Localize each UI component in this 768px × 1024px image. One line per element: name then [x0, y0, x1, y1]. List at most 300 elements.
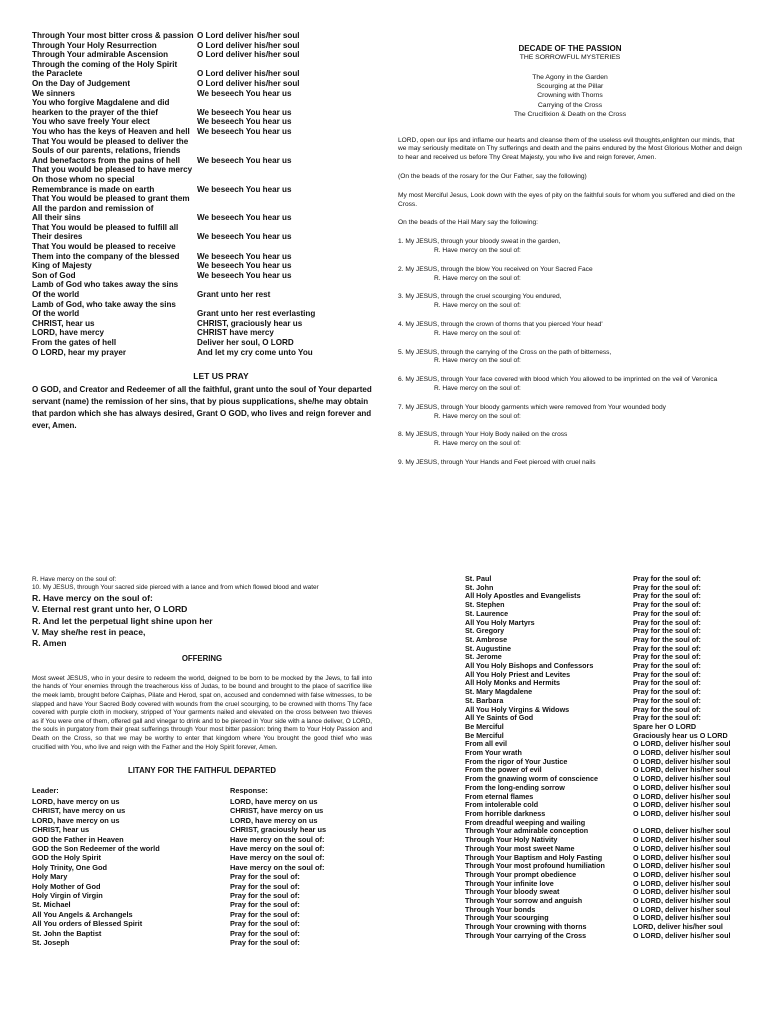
response: We beseech You hear us	[197, 270, 292, 280]
invocation: Through Your crowning with thorns	[465, 923, 587, 932]
invocation: All You Holy Martyrs	[465, 618, 535, 627]
response	[197, 175, 372, 185]
response: O Lord deliver his/her soul	[197, 50, 300, 60]
response: We beseech You hear us	[197, 251, 292, 261]
response: O LORD, deliver his/her soul	[633, 862, 731, 871]
litany-top-list	[32, 31, 372, 357]
invocation: Through Your Baptism and Holy Fasting	[465, 853, 603, 862]
litany-row	[32, 348, 372, 358]
invocation: Through Your prompt obedience	[465, 870, 577, 879]
invocation: From the rigor of Your Justice	[465, 757, 568, 766]
litany-row	[32, 60, 372, 70]
invocation: Be Merciful	[465, 731, 504, 740]
response	[197, 194, 372, 204]
response: We beseech You hear us	[197, 155, 292, 165]
response: CHRIST, have mercy on us	[230, 806, 324, 816]
invocation: All the pardon and remission of	[32, 203, 154, 213]
invocation: St. Stephen	[465, 601, 505, 610]
litany-row	[32, 900, 372, 909]
response: O LORD, deliver his/her soul	[633, 897, 731, 906]
decade-response: R. Have mercy on the soul of:	[434, 247, 521, 254]
decade-response: R. Have mercy on the soul of:	[434, 302, 521, 310]
invocation: All You Holy Virgins & Widows	[465, 705, 570, 714]
response: LORD, have mercy on us	[230, 815, 318, 825]
litany-row	[32, 872, 372, 881]
invocation: St. Jerome	[465, 653, 502, 662]
invocation: All Ye Saints of God	[465, 714, 534, 723]
invocation: All You Holy Priest and Levites	[465, 670, 571, 679]
invocation: From intolerable cold	[465, 801, 539, 810]
litany-faithful-title: LITANY FOR THE FAITHFUL DEPARTED	[128, 766, 276, 776]
response: O LORD, deliver his/her soul	[633, 879, 731, 888]
litany-top-section	[32, 31, 372, 432]
litany-row	[465, 662, 745, 671]
response: O LORD, deliver his/her soul	[633, 740, 731, 749]
invocation: St. Joseph	[32, 938, 70, 948]
litany-row	[32, 41, 372, 51]
decade-item: 8. My JESUS, through Your Holy Body nailed on the cross	[398, 431, 568, 439]
invocation: Holy Trinity, One God	[32, 862, 108, 872]
litany-row	[32, 261, 372, 271]
litany-row	[32, 271, 372, 281]
response: Pray for the soul of:	[633, 679, 701, 688]
litany-row	[465, 810, 745, 819]
response: Graciously hear us O LORD	[633, 731, 728, 740]
litany-row	[465, 897, 745, 906]
decade-response: R. Have mercy on the soul of:	[434, 412, 521, 420]
invocation: Through Your infinite love	[465, 879, 554, 888]
invocation: Of the world	[32, 290, 80, 300]
response: Pray for the soul of:	[230, 919, 300, 929]
response	[197, 300, 372, 310]
decade-item: 1. My JESUS, through your bloody sweat in the garden,	[398, 238, 561, 246]
decade-section	[398, 45, 742, 468]
invocation: All You orders of Blessed Spirit	[32, 919, 143, 929]
response: Pray for the soul of:	[633, 592, 701, 601]
response: Pray for the soul of:	[633, 670, 701, 679]
invocation: hearken to the prayer of the thief	[32, 107, 158, 117]
invocation: the Paraclete	[32, 69, 83, 79]
response: O LORD, deliver his/her soul	[633, 809, 731, 818]
decade-item: 3. My JESUS, through the cruel scourging You endured,	[398, 293, 562, 301]
decade-response: R. Have mercy on the soul of:	[434, 357, 521, 365]
litany-row	[32, 825, 372, 834]
response: We beseech You hear us	[197, 107, 292, 117]
response: We beseech You hear us	[197, 117, 292, 127]
invocation: Through Your sorrow and anguish	[465, 897, 583, 906]
response: Pray for the soul of:	[230, 900, 300, 910]
response: Pray for the soul of:	[230, 881, 300, 891]
litany-row	[32, 69, 372, 79]
invocation: Through Your admirable Ascension	[32, 50, 169, 60]
response: Pray for the soul of:	[633, 609, 701, 618]
decade-item: 6. My JESUS, through Your face covered with blood which You allowed to be imprinted on the veil of Veronica	[398, 376, 718, 384]
response-header: Response:	[230, 786, 268, 796]
response: Pray for the soul of:	[633, 696, 701, 705]
invocation: O LORD, hear my prayer	[32, 347, 127, 357]
litany-row	[465, 653, 745, 662]
mysteries-list	[398, 73, 742, 120]
invocation: From the gnawing worm of conscience	[465, 775, 598, 784]
prayer-line: V. May she/he rest in peace,	[32, 627, 146, 638]
invocation: Through Your most profound humiliation	[465, 862, 605, 871]
prayer-line: V. Eternal rest grant unto her, O LORD	[32, 604, 188, 615]
let-us-pray-text: O GOD, and Creator and Redeemer of all the faithful, grant unto the soul of Your departed servant (name) the remission of her sins, that by pious supplications, she/he may obtain that pardon which she has always desired, Grant O GOD, who lives and reign forever and ever, Amen.	[32, 385, 372, 431]
response: O LORD, deliver his/her soul	[633, 853, 731, 862]
litany-row	[465, 714, 745, 723]
invocation: St. John	[465, 583, 494, 592]
response: Pray for the soul of:	[633, 714, 701, 723]
litany-row	[32, 194, 372, 204]
litany-row	[465, 888, 745, 897]
invocation: St. Michael	[32, 900, 71, 910]
invocation: CHRIST, hear us	[32, 825, 90, 835]
litany-row	[32, 242, 372, 252]
item-ten: 10. My JESUS, through Your sacred side pierced with a lance and from which flowed blood and water	[32, 584, 319, 592]
decade-response: R. Have mercy on the soul of:	[434, 274, 521, 282]
litany-row	[32, 863, 372, 872]
response: Spare her O LORD	[633, 722, 697, 731]
litany-row	[32, 98, 372, 108]
invocation: St. John the Baptist	[32, 928, 102, 938]
response: Pray for the soul of:	[230, 872, 300, 882]
invocation: On the Day of Judgement	[32, 78, 131, 88]
response: Pray for the soul of:	[230, 909, 300, 919]
invocation: Remembrance is made on earth	[32, 184, 155, 194]
response: O Lord deliver his/her soul	[197, 78, 300, 88]
response: O LORD, deliver his/her soul	[633, 766, 731, 775]
invocation: From the long-ending sorrow	[465, 783, 565, 792]
litany-row	[32, 175, 372, 185]
invocation: Through Your bonds	[465, 905, 536, 914]
invocation: Through Your scourging	[465, 914, 549, 923]
response: Have mercy on the soul of:	[230, 844, 325, 854]
invocation: LORD, have mercy on us	[32, 815, 120, 825]
litany-row	[465, 836, 745, 845]
litany-row	[465, 592, 745, 601]
response: And let my cry come unto You	[197, 347, 313, 357]
response: O LORD, deliver his/her soul	[633, 801, 731, 810]
invocation: From the gates of hell	[32, 338, 117, 347]
invocation: Their desires	[32, 232, 83, 242]
litany-row	[465, 723, 745, 732]
response: We beseech You hear us	[197, 261, 292, 271]
invocation: Them into the company of the blessed	[32, 251, 180, 261]
prayer-line: R. And let the perpetual light shine upon her	[32, 615, 213, 626]
response: Grant unto her rest	[197, 290, 271, 300]
litany-row	[465, 732, 745, 741]
litany-row	[32, 300, 372, 310]
response: O LORD, deliver his/her soul	[633, 870, 731, 879]
response: O Lord deliver his/her soul	[197, 40, 300, 50]
litany-row	[32, 280, 372, 290]
response	[197, 137, 372, 147]
response: Pray for the soul of:	[633, 635, 701, 644]
litany-row	[465, 793, 745, 802]
response: Grant unto her rest everlasting	[197, 309, 316, 319]
litany-row	[465, 758, 745, 767]
invocation: GOD the Son Redeemer of the world	[32, 844, 160, 854]
response: We beseech You hear us	[197, 213, 292, 223]
litany-row	[465, 766, 745, 775]
response: Pray for the soul of:	[633, 705, 701, 714]
invocation: That you would be pleased to have mercy	[32, 165, 193, 175]
response: CHRIST, graciously hear us	[230, 825, 327, 835]
litany-row	[465, 819, 745, 828]
invocation: From Your wrath	[465, 749, 522, 758]
invocation: King of Majesty	[32, 261, 92, 271]
response: Pray for the soul of:	[633, 662, 701, 671]
our-father-note: (On the beads of the rosary for the Our Father, say the following)	[398, 173, 587, 181]
litany-faithful-list	[32, 797, 372, 948]
invocation: Lamb of God who takes away the sins	[32, 280, 179, 290]
litany-row	[32, 127, 372, 137]
litany-row	[32, 146, 372, 156]
litany-row	[465, 775, 745, 784]
response	[197, 98, 372, 108]
litany-row	[465, 784, 745, 793]
mystery-item: The Crucifixion & Death on the Cross	[513, 111, 627, 119]
invocation: Through Your carrying of the Cross	[465, 931, 587, 940]
let-us-pray-title: LET US PRAY	[193, 371, 249, 382]
invocation: Through Your most bitter cross & passion	[32, 31, 194, 40]
response	[197, 204, 372, 214]
invocation: Lamb of God, who take away the sins	[32, 299, 176, 309]
invocation: You who has the keys of Heaven and hell	[32, 126, 190, 136]
litany-row	[465, 610, 745, 619]
response: Deliver her soul, O LORD	[197, 338, 294, 347]
invocation: From the power of evil	[465, 766, 542, 775]
invocation: St. Barbara	[465, 696, 504, 705]
litany-row	[32, 338, 372, 348]
litany-row	[32, 165, 372, 175]
litany-row	[32, 929, 372, 938]
mystery-item: The Agony in the Garden	[532, 73, 608, 81]
invocation: Be Merciful	[465, 722, 504, 731]
invocation: Holy Mary	[32, 872, 68, 882]
litany-row	[32, 108, 372, 118]
invocation: GOD the Holy Spirit	[32, 853, 101, 863]
response: O LORD, deliver his/her soul	[633, 792, 731, 801]
response: We beseech You hear us	[197, 184, 292, 194]
litany-row	[465, 862, 745, 871]
litany-row	[465, 854, 745, 863]
invocation: LORD, have mercy on us	[32, 796, 120, 806]
litany-row	[465, 645, 745, 654]
invocation: From horrible darkness	[465, 809, 546, 818]
litany-row	[32, 816, 372, 825]
response: Pray for the soul of:	[633, 688, 701, 697]
litany-row	[32, 309, 372, 319]
invocation: St. Ambrose	[465, 635, 508, 644]
litany-row	[465, 688, 745, 697]
saints-litany-list	[465, 575, 745, 941]
litany-row	[465, 801, 745, 810]
invocation: Through Your bloody sweat	[465, 888, 560, 897]
response: O LORD, deliver his/her soul	[633, 757, 731, 766]
litany-row	[32, 853, 372, 862]
litany-row	[465, 584, 745, 593]
response: O LORD, deliver his/her soul	[633, 914, 731, 923]
response: Have mercy on the soul of:	[230, 834, 325, 844]
saints-litany-section	[465, 575, 745, 941]
decade-response: R. Have mercy on the soul of:	[434, 384, 521, 392]
litany-row	[32, 290, 372, 300]
invocation: From dreadful weeping and wailing	[465, 818, 586, 827]
litany-row	[465, 601, 745, 610]
litany-row	[32, 185, 372, 195]
invocation: All Holy Monks and Hermits	[465, 679, 561, 688]
litany-row	[32, 938, 372, 947]
response	[197, 146, 372, 156]
response: Pray for the soul of:	[230, 891, 300, 901]
invocation: That You would be pleased to receive	[32, 242, 176, 252]
response: Have mercy on the soul of:	[230, 862, 325, 872]
invocation: CHRIST, hear us	[32, 318, 95, 328]
decade-item: 9. My JESUS, through Your Hands and Feet pierced with cruel nails	[398, 458, 596, 466]
litany-row	[32, 252, 372, 262]
decade-title: DECADE OF THE PASSION	[518, 45, 622, 53]
litany-row	[465, 845, 745, 854]
response: O LORD, deliver his/her soul	[633, 827, 731, 836]
response: Pray for the soul of:	[633, 575, 701, 583]
litany-row	[465, 871, 745, 880]
response: Pray for the soul of:	[633, 627, 701, 636]
litany-row	[465, 906, 745, 915]
offering-section	[32, 576, 372, 947]
litany-row	[465, 827, 745, 836]
invocation: That You would be pleased to deliver the	[32, 136, 189, 146]
response: CHRIST have mercy	[197, 328, 274, 338]
litany-row	[465, 923, 745, 932]
prayer-line: R. Amen	[32, 638, 67, 649]
litany-row	[32, 117, 372, 127]
invocation: You who save freely Your elect	[32, 117, 150, 127]
response: O LORD, deliver his/her soul	[633, 749, 731, 758]
litany-row	[465, 697, 745, 706]
response: O LORD, deliver his/her soul	[633, 836, 731, 845]
litany-row	[465, 880, 745, 889]
response: O LORD, deliver his/her soul	[633, 775, 731, 784]
invocation: Through Your admirable conception	[465, 827, 589, 836]
litany-row	[32, 797, 372, 806]
invocation: St. Augustine	[465, 644, 512, 653]
offering-text: Most sweet JESUS, who in your desire to redeem the world, deigned to be born to be mocked by the Jews, to fall into the hands of Your enemies through the treacherous kiss of Judas, to be bound and brought to the place of sacrifice like the meek lamb, brought before Caiphas, Pilate and Herod, spat on, accused and condemned with false witnesses, to be slapped and have Your Sacred Body covered with wounds from the cruel scourging, to be crowned with thorns Thy face covered with purple cloth in mockery, stripped of Your garments nailed and elevated on the cross between two thieves as if You were one of them, offered gall and vinegar to drink and to be pierced in Your side with a lance deliver, O LORD, the souls in purgatory from their great sufferings through Your most bitter passion: bring them to Your Holy Passion and Death on the Cross, so that we may be worthy to enter that kingdom where You brought the good thief who was crucified with You, who live and reign with the Father and the Holy Spirit forever, Amen.	[32, 674, 372, 751]
invocation: Holy Mother of God	[32, 881, 101, 891]
invocation: On those whom no special	[32, 174, 135, 184]
decade-subtitle: THE SORROWFUL MYSTERIES	[519, 53, 621, 61]
response: Pray for the soul of:	[230, 938, 300, 948]
invocation: From all evil	[465, 740, 507, 749]
litany-row	[465, 706, 745, 715]
response	[197, 223, 372, 233]
invocation: You who forgive Magdalene and did	[32, 98, 170, 108]
response: LORD, deliver his/her soul	[633, 923, 723, 932]
invocation: Through the coming of the Holy Spirit	[32, 59, 178, 69]
invocation: That You would be pleased to fulfill all	[32, 222, 179, 232]
offering-title: OFFERING	[181, 653, 223, 663]
mystery-item: Scourging at the Pillar	[536, 83, 604, 90]
litany-row	[32, 844, 372, 853]
invocation: CHRIST, have mercy on us	[32, 806, 126, 816]
merciful-prayer: My most Merciful Jesus, Look down with the eyes of pity on the faithful souls for whom you suffered and died on the Cross.	[398, 191, 736, 208]
response: Pray for the soul of:	[633, 583, 701, 592]
litany-row	[465, 932, 745, 941]
litany-row	[32, 137, 372, 147]
litany-row	[465, 636, 745, 645]
litany-row	[32, 806, 372, 815]
response: Pray for the soul of:	[633, 601, 701, 610]
response: LORD, have mercy on us	[230, 796, 318, 806]
invocation: All Holy Apostles and Evangelists	[465, 592, 581, 601]
invocation: Souls of our parents, relations, friends	[32, 146, 181, 156]
decade-items	[398, 238, 742, 468]
litany-row	[465, 679, 745, 688]
response: Pray for the soul of:	[230, 928, 300, 938]
response	[197, 60, 372, 70]
opening-prayer: LORD, open our lips and inflame our hearts and cleanse them of the useless evil thoughts,enlighten our minds, that we may seriously meditate on Thy sufferings and death and the pains endured by the Most Glorious Mother and deign to hear and received us before Thy Great Majesty, you who live and reign forever, Amen.	[398, 136, 742, 162]
invocation: Through Your most sweet Name	[465, 844, 575, 853]
response	[197, 242, 372, 252]
litany-row	[465, 749, 745, 758]
litany-row	[465, 619, 745, 628]
litany-row	[32, 156, 372, 166]
invocation: Holy Virgin of Virgin	[32, 891, 103, 901]
response: O Lord deliver his/her soul	[197, 69, 300, 79]
litany-row	[32, 204, 372, 214]
invocation: We sinners	[32, 88, 76, 98]
invocation: GOD the Father in Heaven	[32, 834, 124, 844]
response	[197, 280, 372, 290]
response: CHRIST, graciously hear us	[197, 318, 303, 328]
invocation: St. Mary Magdalene	[465, 688, 533, 697]
response	[197, 165, 372, 175]
litany-row	[32, 50, 372, 60]
litany-row	[32, 919, 372, 928]
litany-row	[32, 891, 372, 900]
prayer-line: R. Have mercy on the soul of:	[32, 592, 153, 603]
litany-row	[32, 835, 372, 844]
response: O LORD, deliver his/her soul	[633, 905, 731, 914]
invocation: And benefactors from the pains of hell	[32, 155, 180, 165]
response: O Lord deliver his/her soul	[197, 31, 300, 40]
response: O LORD, deliver his/her soul	[633, 931, 731, 940]
decade-response: R. Have mercy on the soul of:	[434, 329, 521, 337]
litany-row	[32, 79, 372, 89]
invocation: Through Your Holy Nativity	[465, 836, 558, 845]
litany-row	[465, 914, 745, 923]
litany-row	[32, 910, 372, 919]
response: Pray for the soul of:	[633, 644, 701, 653]
response	[633, 819, 745, 828]
decade-item: 2. My JESUS, through the blow You received on Your Sacred Face	[398, 265, 593, 273]
litany-row	[32, 232, 372, 242]
litany-row	[32, 31, 372, 41]
response: We beseech You hear us	[197, 232, 292, 242]
response: We beseech You hear us	[197, 88, 292, 98]
litany-row	[32, 882, 372, 891]
invocation: Through Your Holy Resurrection	[32, 40, 157, 50]
response: O LORD, deliver his/her soul	[633, 844, 731, 853]
mystery-item: Carrying of the Cross	[537, 101, 603, 109]
decade-item: 4. My JESUS, through the crown of thorns that you pierced Your head'	[398, 320, 603, 328]
response: O LORD, deliver his/her soul	[633, 888, 731, 897]
response-line: R. Have mercy on the soul of:	[32, 576, 117, 583]
litany-header	[32, 787, 372, 796]
decade-item: 7. My JESUS, through Your bloody garments which were removed from Your wounded body	[398, 403, 666, 411]
litany-row	[32, 223, 372, 233]
litany-row	[32, 328, 372, 338]
